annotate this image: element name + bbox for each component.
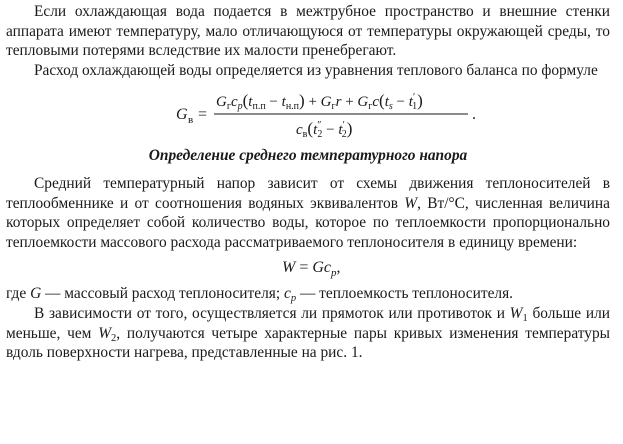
text-run: , получаются четыре характерные пары кривых изменения температуры вдоль поверхности нагрева, представленные на рис. 1. bbox=[6, 324, 611, 362]
symbol-W1-sub: 1 bbox=[522, 312, 528, 324]
paragraph-flow-schemes bbox=[6, 304, 610, 363]
formula-equals: = bbox=[198, 106, 208, 124]
document-page bbox=[6, 2, 610, 363]
symbol-G: G bbox=[30, 285, 42, 303]
text-run: где bbox=[6, 285, 27, 303]
formula-numerator: $G_гc_p(t_{п.п} - t_{н.п}) + G_гr + G_гc(t_s - t'$ 1) bbox=[216, 91, 423, 113]
formula-water-equivalent-svg bbox=[6, 252, 610, 282]
formula-water-equivalent bbox=[6, 252, 610, 282]
symbol-W: W bbox=[404, 194, 418, 212]
section-heading: Определение среднего температурного напора bbox=[148, 147, 468, 165]
symbol-c: c bbox=[284, 285, 291, 303]
text-run: больше или меньше, чем bbox=[6, 304, 610, 342]
symbol-W2-sub: 2 bbox=[111, 332, 117, 344]
paragraph-heat-loss: Если охлаждающая вода подается в межтрубное пространство и внешние стенки аппарата имеют температуру, мало отличающуюся от температуры окружающей среды, то тепловыми потерями вследствие их малости пренебрегают. bbox=[6, 3, 610, 60]
formula-lhs: G bbox=[176, 106, 188, 124]
symbol-W2: W bbox=[98, 324, 112, 342]
paragraph-temperature-head bbox=[6, 174, 610, 252]
text-run: В зависимости от того, осуществляется ли прямоток или противоток и bbox=[34, 304, 505, 322]
text-run: , Вт/°С, численная величина которых определяет собой количество воды, которое по теплоемкости пропорционально теплоемкости массового расхода рассматриваемого теплоносителя в единицу времени: bbox=[6, 194, 610, 251]
text-run: Средний температурный напор зависит от схемы движения теплоносителей в теплообменнике и от соотношения водяных эквивалентов bbox=[6, 174, 610, 212]
svg-text:W = Gcp,: $W = Gc_p$, bbox=[282, 259, 341, 280]
formula-lhs-sub: в bbox=[188, 114, 194, 127]
text-run: — массовый расход теплоносителя; bbox=[41, 285, 281, 303]
paragraph-water-flow: Расход охлаждающей воды определяется из уравнения теплового баланса по формуле bbox=[34, 61, 598, 79]
paragraph-where bbox=[6, 284, 610, 304]
formula-period: . bbox=[472, 106, 476, 124]
text-run: — теплоемкость теплоносителя. bbox=[296, 285, 514, 303]
formula-denominator: $c_в(t''$ 2 − t′ 2) bbox=[296, 119, 353, 141]
formula-water-flow bbox=[6, 86, 610, 140]
symbol-W1: W bbox=[509, 304, 523, 322]
formula-water-flow-svg bbox=[6, 86, 610, 140]
symbol-p-sub: p bbox=[290, 293, 297, 305]
